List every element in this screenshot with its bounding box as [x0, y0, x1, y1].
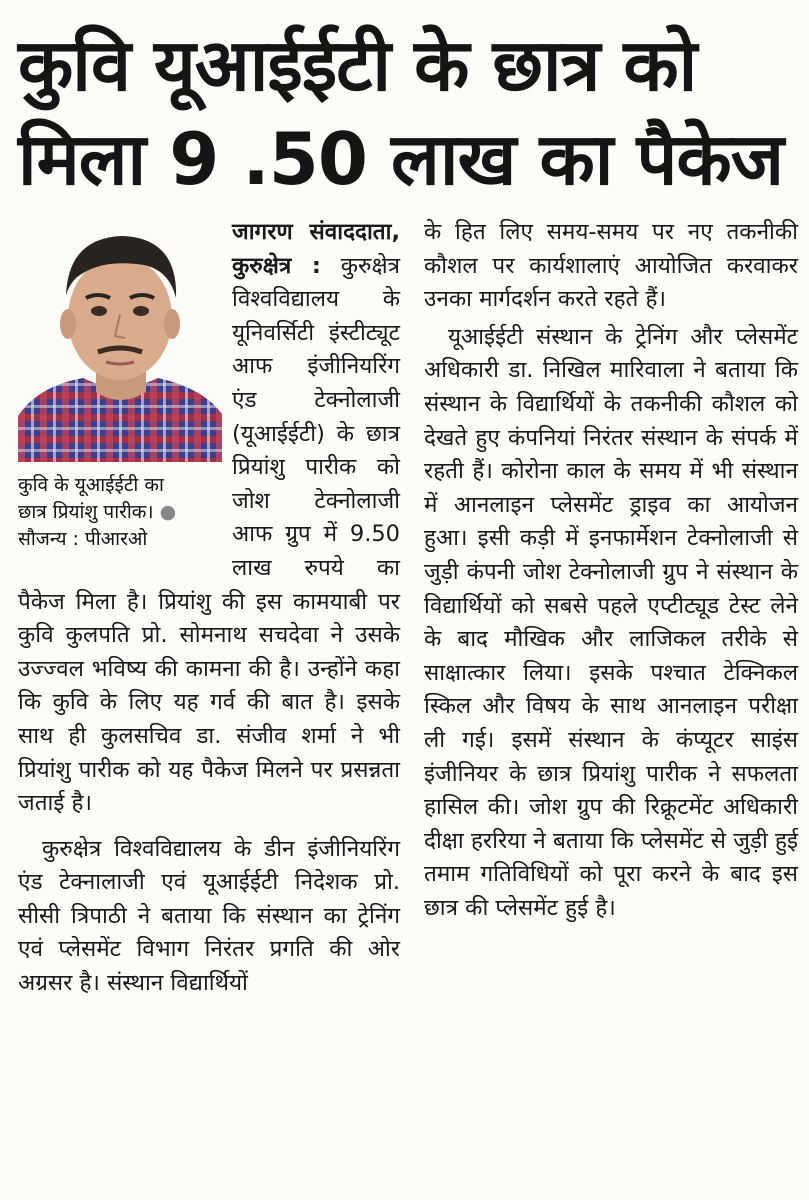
lead-text: कुरुक्षेत्र विश्वविद्यालय के यूनिवर्सिटी इंस्टीट्यूट आफ इंजीनियरिंग एंड टेक्नोलाजी (यूआईईटी) के छात्र प्रियांशु पारीक को जोश टेक्नोलाजी आफ ग्रुप में 9.50 लाख रुपये का पैकेज मिला है। प्रियांशु की इस कामयाबी पर कुवि कुलपति प्रो. सोमनाथ सचदेवा ने उसके उज्ज्वल भविष्य की कामना की है। उन्होंने कहा कि कुवि के लिए यह गर्व की बात है। इसके साथ ही कुलसचिव डा. संजीव शर्मा ने भी प्रियांशु पारीक को यह पैकेज मिलने पर प्रसन्नता जताई है। — [18, 252, 401, 817]
article-column-right — [424, 216, 798, 925]
caption-line-1: कुवि के यूआईईटी का — [18, 474, 164, 496]
headline: कुवि यूआईईटी के छात्र को मिला 9 .50 लाख का पैकेज — [18, 23, 784, 201]
caption-line-2: छात्र प्रियांशु पारीक। ● — [18, 501, 177, 523]
paragraph-2: कुरुक्षेत्र विश्वविद्यालय के डीन इंजीनियरिंग एंड टेक्नालाजी एवं यूआईईटी निदेशक प्रो. सीसी त्रिपाठी ने बताया कि संस्थान का ट्रेनिंग एवं प्लेसमेंट विभाग निरंतर प्रगति की ओर अग्रसर है। संस्थान विद्यार्थियों — [18, 835, 400, 997]
student-photo — [18, 216, 222, 566]
dateline: जागरण संवाददाता, कुरुक्षेत्र : — [232, 219, 400, 279]
paragraph-2-continued: के हित लिए समय-समय पर नए तकनीकी कौशल पर कार्यशालाएं आयोजित करवाकर उनका मार्गदर्शन करते रहते हैं। — [424, 219, 798, 313]
article-column-left — [18, 216, 400, 1001]
photo-caption — [18, 472, 222, 553]
student-portrait-image — [18, 216, 222, 462]
caption-credit: सौजन्य : पीआरओ — [18, 528, 148, 550]
paragraph-3: यूआईईटी संस्थान के ट्रेनिंग और प्लेसमेंट अधिकारी डा. निखिल मारिवाला ने बताया कि संस्थान के विद्यार्थियों के तकनीकी कौशल को देखते हुए कंपनियां निरंतर संस्थान के संपर्क में रहती हैं। कोरोना काल के समय में भी संस्थान में आनलाइन प्लेसमेंट ड्राइव का आयोजन हुआ। इसी कड़ी में इनफार्मेशन टेक्नोलाजी से जुड़ी कंपनी जोश टेक्नोलाजी ग्रुप ने संस्थान के विद्यार्थियों को सबसे पहले एप्टीट्यूड टेस्ट लेने के बाद मौखिक और लाजिकल तरीके से साक्षात्कार लिया। इसके पश्चात टेक्निकल स्किल और विषय के साथ आनलाइन परीक्षा ली गई। इसमें संस्थान के कंप्यूटर साइंस इंजीनियर के छात्र प्रियांशु पारीक ने सफलता हासिल की। जोश ग्रुप की रिक्रूटमेंट अधिकारी दीक्षा हररिया ने बताया कि प्लेसमेंट से जुड़ी हुई तमाम गतिविधियों को पूरा करने के बाद इस छात्र की प्लेसमेंट हुई है। — [424, 323, 798, 921]
